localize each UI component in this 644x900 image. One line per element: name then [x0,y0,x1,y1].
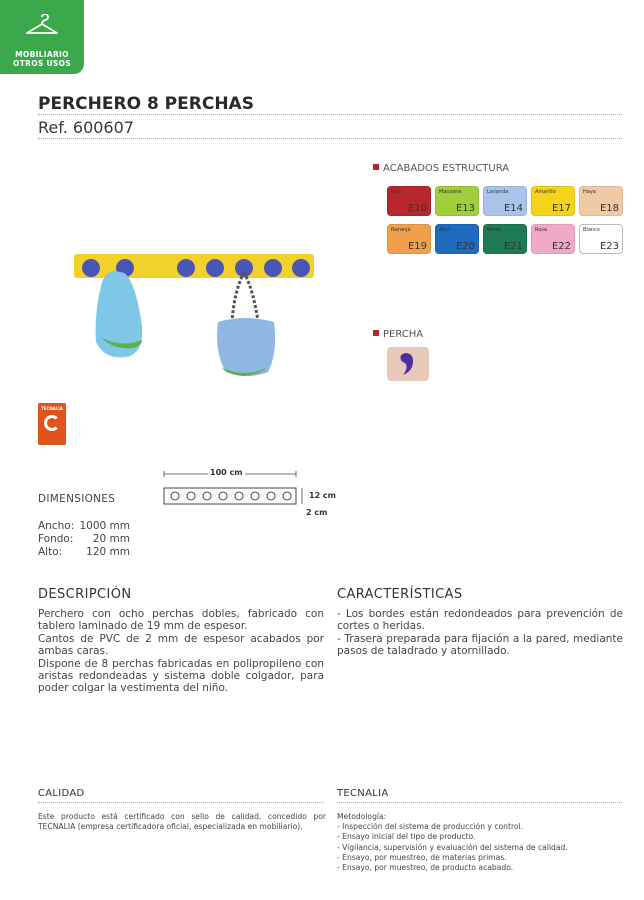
dim-label: Fondo: [38,533,74,545]
caracteristicas-item: - Trasera preparada para fijación a la pared, mediante pasos de taladrado y atornillado. [337,632,623,658]
hanger-icon [24,14,60,38]
badge-line-1: MOBILIARIO [15,50,69,59]
swatch-rojo [387,186,431,216]
swatch-name: Blanco [583,227,600,233]
swatch-code: E10 [407,203,427,214]
swatch-code: E17 [551,203,571,214]
swatch-verde [483,224,527,254]
tecnalia-item: - Ensayo, por muestreo, de materias primas. [337,852,507,862]
caracteristicas-body [337,608,623,658]
acabados-title-text: ACABADOS ESTRUCTURA [383,163,510,174]
tecnalia-item: - Inspección del sistema de producción y control. [337,822,524,832]
tecnalia-intro: Metodología: [337,812,387,821]
descripcion-paragraph: Cantos de PVC de 2 mm de espesor acabados por ambas caras. [38,632,324,658]
descripcion-body [38,608,324,695]
swatch-manzana [435,186,479,216]
percha-swatch [387,347,429,381]
badge-label [0,50,84,68]
descripcion-paragraph: Perchero con ocho perchas dobles, fabricado con tablero laminado de 19 mm de espesor. [38,608,324,633]
dim-value: 20 mm [92,533,130,545]
tecnalia-item: - Ensayo, por muestreo, de producto acabado. [337,863,514,873]
product-ref: Ref. 600607 [38,118,134,137]
calidad-title: CALIDAD [38,788,85,799]
dim-value: 1000 mm [79,520,130,532]
swatch-code: E13 [455,203,475,214]
dim-label: Alto: [38,546,63,558]
bag-strap [232,272,258,322]
divider [38,138,622,139]
swatch-code: E18 [599,203,619,214]
divider [38,802,324,803]
caracteristicas-item: - Los bordes están redondeados para prevención de cortes o heridas. [337,608,623,633]
swatch-rosa [531,224,575,254]
bullet-square-icon [373,164,379,170]
tecnalia-item: - Vigilancia, supervisión y evaluación del sistema de calidad. [337,842,568,852]
percha-title-text: PERCHA [383,329,424,340]
dim-label: Ancho: [38,520,75,532]
swatch-name: Lavanda [487,189,509,195]
swatch-name: Rojo [391,189,402,195]
dim-depth-label: 2 cm [306,508,328,517]
acabados-title [373,163,509,174]
dimensiones-title: DIMENSIONES [38,493,116,505]
dim-row-alto [38,546,130,558]
swatch-amarillo [531,186,575,216]
swatch-code: E23 [599,241,619,252]
tecnalia-certification-logo [38,403,66,445]
swatch-name: Haya [583,189,596,195]
bullet-square-icon [373,330,379,336]
swatch-code: E21 [503,241,523,252]
swatch-name: Rosa [535,227,547,233]
swatch-naranja [387,224,431,254]
divider [38,114,622,115]
dim-row-ancho [38,520,130,532]
swatch-name: Amarillo [535,189,556,195]
swatch-azul [435,224,479,254]
certification-mark-icon [44,415,60,431]
product-image [72,248,320,398]
product-title: PERCHERO 8 PERCHAS [38,94,254,114]
tecnalia-title: TECNALIA [337,788,389,799]
swatch-code: E20 [455,241,475,252]
hook-icon [387,347,429,381]
bag [217,318,275,376]
tecnalia-body [337,812,623,873]
swatch-name: Manzana [439,189,462,195]
swatch-code: E22 [551,241,571,252]
badge-line-2: OTROS USOS [13,59,71,68]
cert-label: TECNALIA [41,406,63,411]
tecnalia-item: - Ensayo inicial del tipo de producto. [337,832,476,842]
descripcion-title: DESCRIPCIÓN [38,587,132,602]
dim-height-label: 12 cm [309,491,336,500]
swatch-name: Azul [439,227,450,233]
dim-row-fondo [38,533,130,545]
descripcion-paragraph: Dispone de 8 perchas fabricadas en polipropileno con aristas redondeadas y sistema doble colgador, para poder colgar la vestimenta del niño. [38,657,324,695]
swatch-name: Naranja [391,227,411,233]
swatch-code: E19 [407,241,427,252]
calidad-text: Este producto está certificado con sello de calidad, concedido por TECNALIA (empresa certificadora oficial, especializada en mobiliario). [38,812,326,832]
divider [337,802,622,803]
dim-width-label: 100 cm [210,468,243,477]
swatch-blanco [579,224,623,254]
swatch-code: E14 [503,203,523,214]
dim-value: 120 mm [86,546,130,558]
percha-title [373,329,423,340]
swatch-name: Verde [487,227,502,233]
swatch-lavanda [483,186,527,216]
caracteristicas-title: CARACTERÍSTICAS [337,587,463,602]
category-badge [0,0,84,74]
swatch-haya [579,186,623,216]
